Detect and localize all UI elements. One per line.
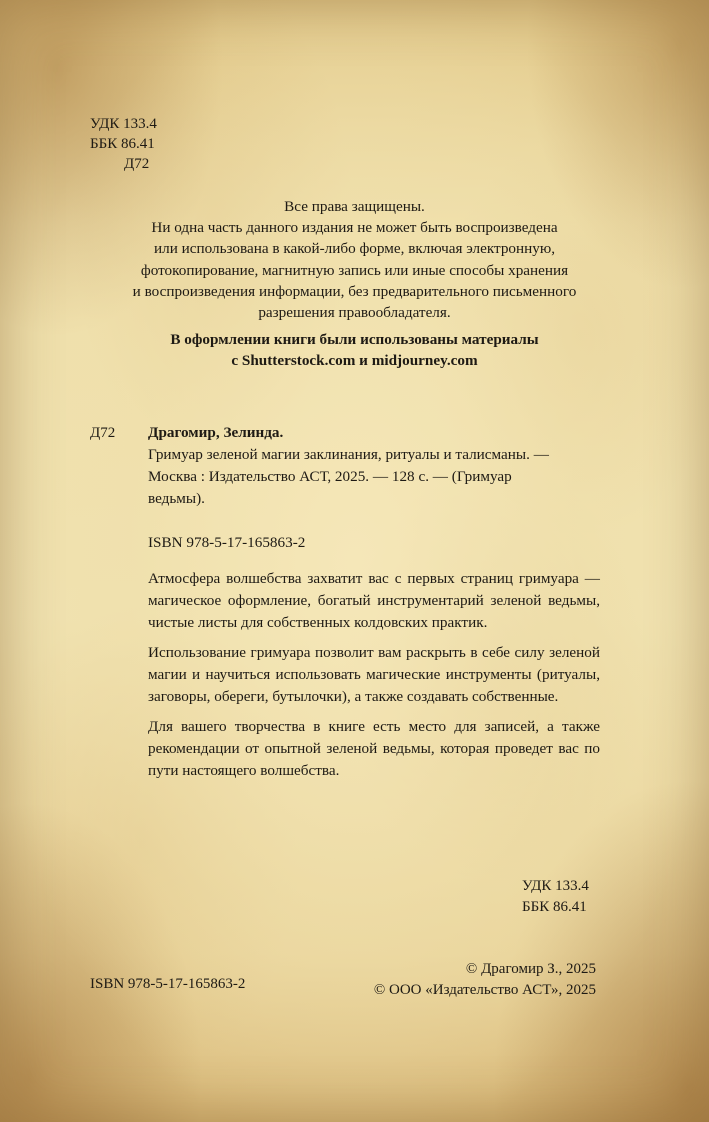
rights-line: Ни одна часть данного издания не может быть воспроизведена — [151, 219, 558, 237]
bbk-code-bottom: ББК 86.41 — [522, 899, 587, 915]
annotation-paragraph: Использование гримуара позволит вам раскрыть в себе силу зеленой магии и научиться использовать магические инструменты (ритуалы, заговоры, обереги, бутылочки), а также создавать собственные. — [148, 644, 600, 705]
materials-line: В оформлении книги были использованы материалы — [170, 331, 539, 349]
classification-codes-bottom — [522, 876, 589, 918]
annotation-paragraph: Для вашего творчества в книге есть место для записей, а также рекомендации от опытной зеленой ведьмы, которая проведет вас по пути настоящего волшебства. — [148, 718, 600, 779]
bbk-code: ББК 86.41 — [90, 136, 155, 152]
rights-notice — [60, 196, 649, 372]
copyright-author: © Драгомир З., 2025 — [465, 961, 596, 977]
copyright-block — [374, 959, 596, 1001]
rights-line: разрешения правообладателя. — [258, 304, 451, 322]
annotation-paragraph: Атмосфера волшебства захватит вас с первых страниц гримуара — магическое оформление, богатый инструментарий зеленой ведьмы, чистые листы для собственных колдовских практик. — [148, 570, 600, 631]
udk-code: УДК 133.4 — [90, 116, 157, 132]
entry-author: Драгомир, Зелинда. — [148, 424, 284, 441]
materials-notice — [60, 329, 649, 371]
rights-line: или использована в какой-либо форме, включая электронную, — [153, 240, 556, 258]
udk-code-bottom: УДК 133.4 — [522, 878, 589, 894]
entry-author-mark: Д72 — [90, 425, 116, 441]
entry-description-line: ведьмы). — [148, 490, 205, 507]
annotation — [148, 568, 600, 790]
materials-line: с Shutterstock.com и midjourney.com — [231, 352, 478, 370]
bibliographic-entry — [148, 422, 600, 554]
copyright-publisher: © ООО «Издательство АСТ», 2025 — [373, 982, 596, 998]
entry-isbn: ISBN 978-5-17-165863-2 — [148, 534, 306, 551]
rights-line: фотокопирование, магнитную запись или иные способы хранения — [140, 261, 569, 279]
isbn-bottom: ISBN 978-5-17-165863-2 — [90, 976, 246, 992]
rights-line: и воспроизведения информации, без предварительного письменного — [132, 282, 577, 300]
author-mark: Д72 — [124, 156, 150, 172]
classification-codes-top — [90, 114, 157, 174]
rights-line: Все права защищены. — [284, 198, 425, 215]
entry-description-line: Москва : Издательство АСТ, 2025. — 128 с. — (Гримуар — [148, 468, 512, 485]
entry-description-line: Гримуар зеленой магии заклинания, ритуалы и талисманы. — — [148, 446, 549, 463]
